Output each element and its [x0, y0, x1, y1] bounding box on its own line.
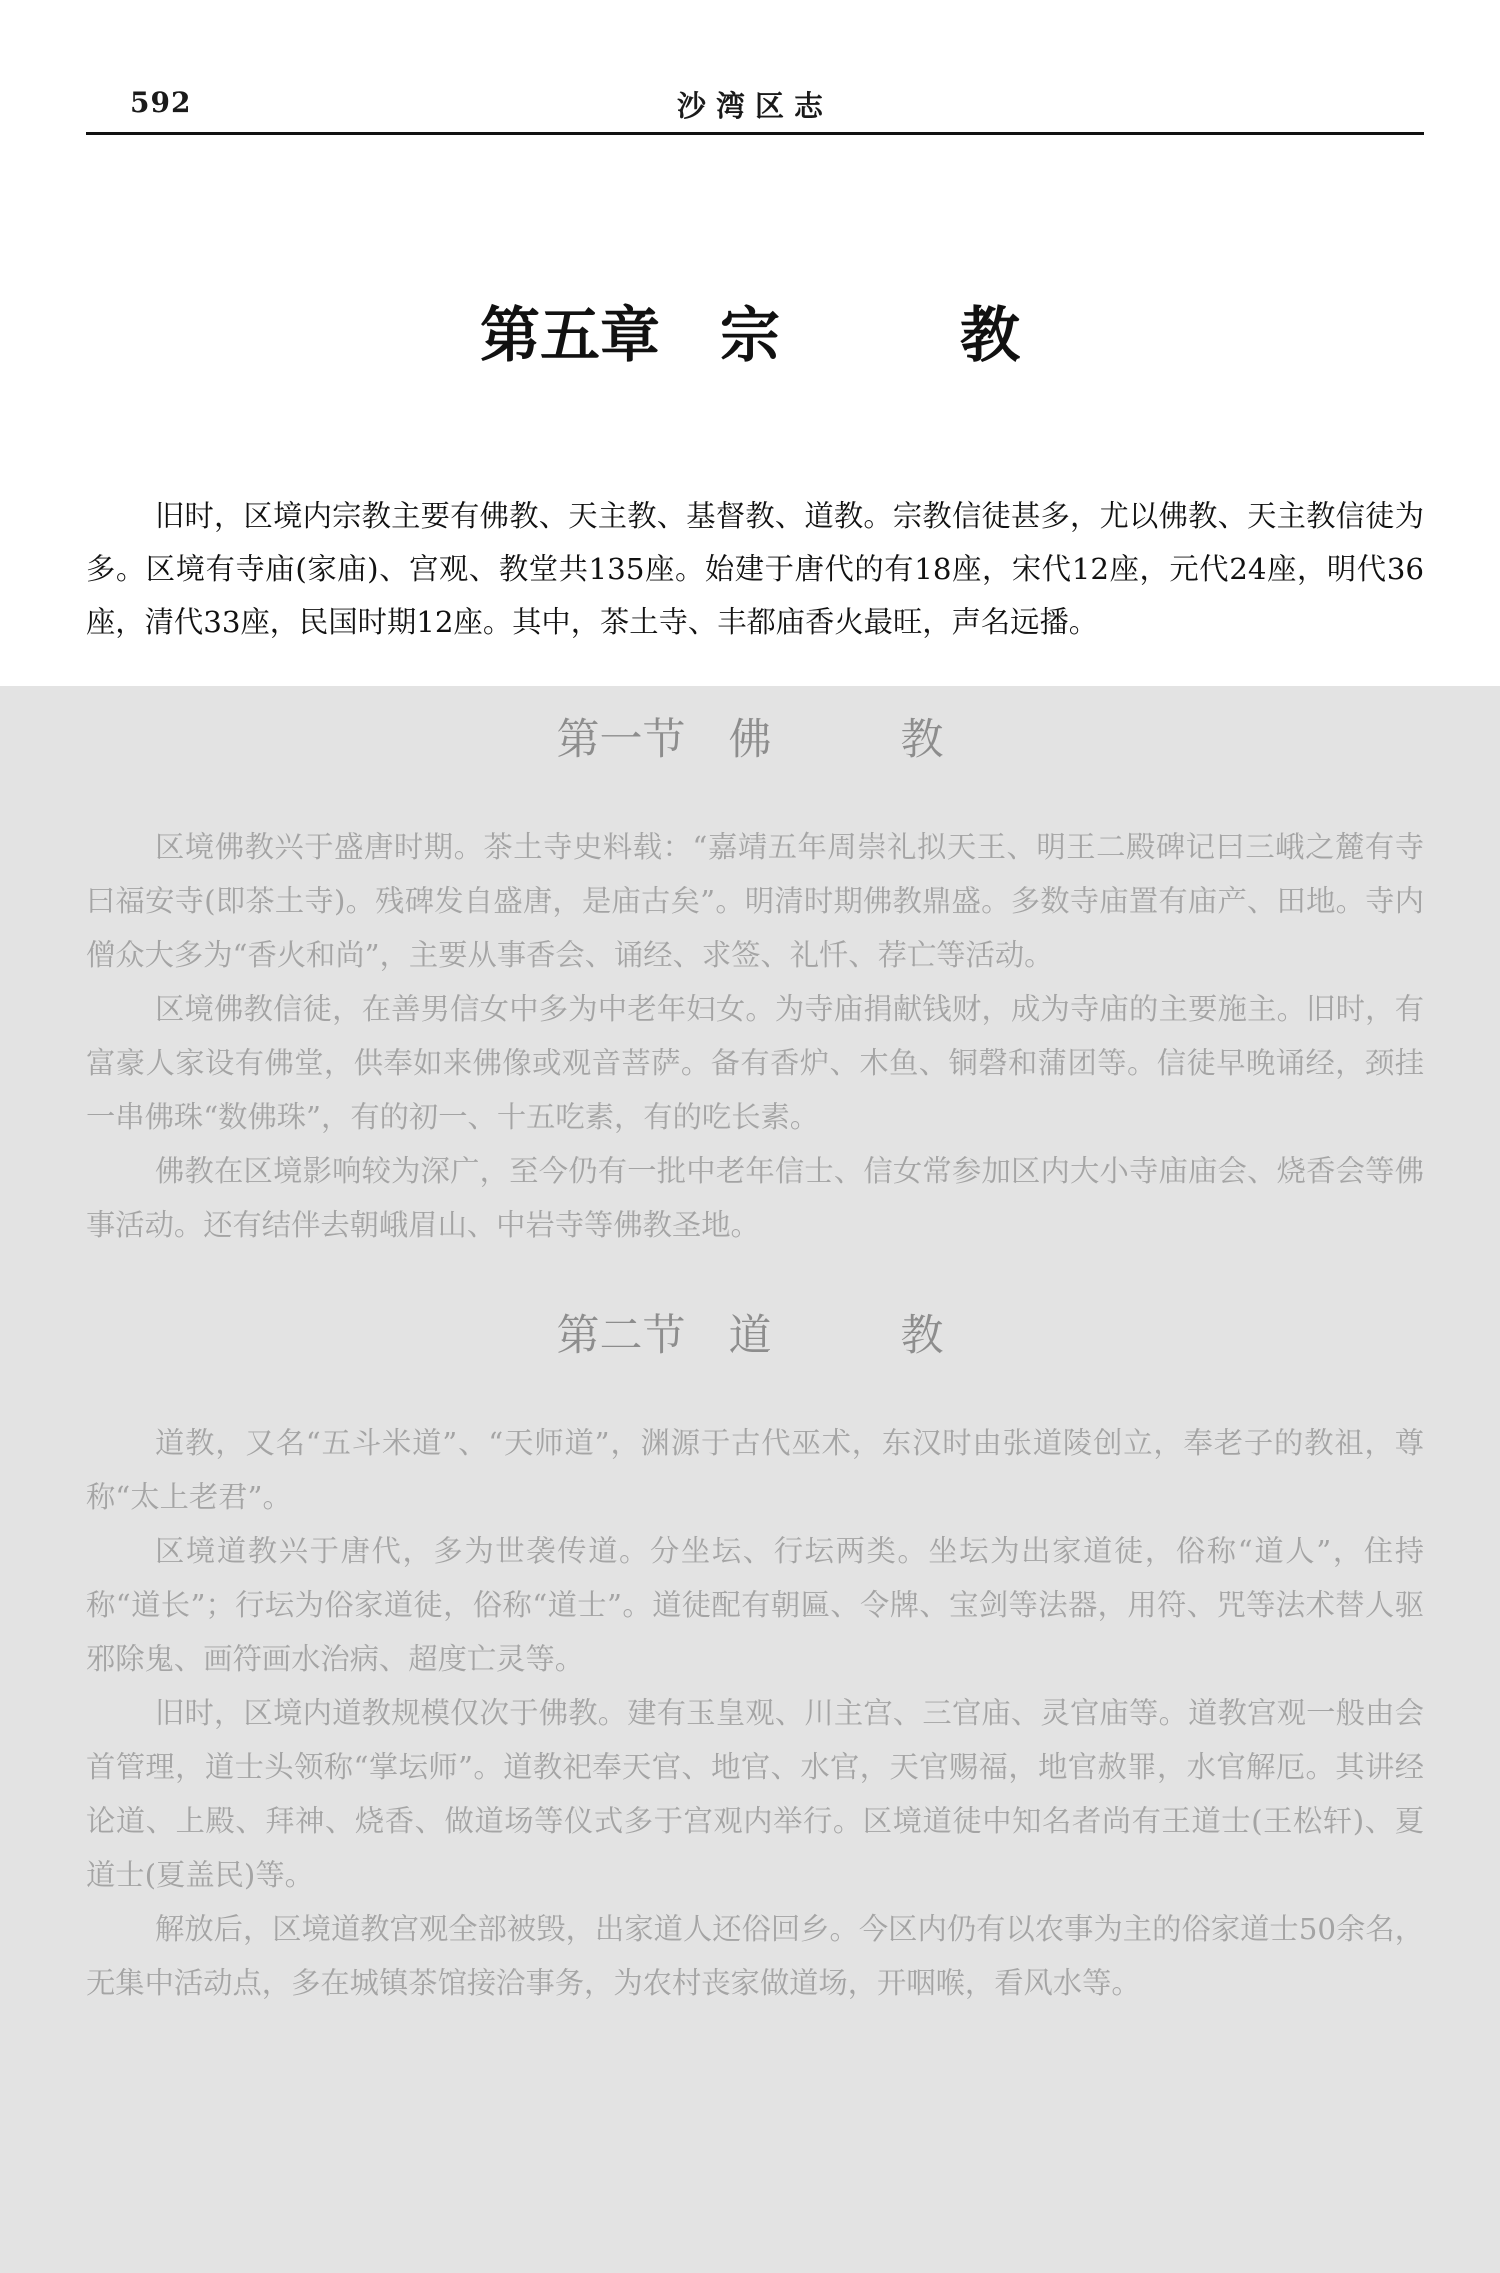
section-body-taoism [86, 1416, 1424, 2010]
section-title-taoism: 第二节 道 教 [556, 1311, 944, 1361]
paragraph: 道教，又名“五斗米道”、“天师道”，渊源于古代巫术，东汉时由张道陵创立，奉老子的教祖，尊称“太上老君”。 [86, 1426, 1424, 1514]
page-header [86, 74, 1424, 135]
section-body-buddhism [86, 820, 1424, 1252]
section-title-buddhism: 第一节 佛 教 [556, 715, 944, 765]
paragraph: 解放后，区境道教宫观全部被毁，出家道人还俗回乡。今区内仍有以农事为主的俗家道士50余名，无集中活动点，多在城镇茶馆接洽事务，为农村丧家做道场，开咽喉，看风水等。 [86, 1912, 1424, 2000]
paragraph: 佛教在区境影响较为深广，至今仍有一批中老年信士、信女常参加区内大小寺庙庙会、烧香会等佛事活动。还有结伴去朝峨眉山、中岩寺等佛教圣地。 [86, 1154, 1424, 1242]
paragraph: 区境佛教信徒，在善男信女中多为中老年妇女。为寺庙捐献钱财，成为寺庙的主要施主。旧时，有富豪人家设有佛堂，供奉如来佛像或观音菩萨。备有香炉、木鱼、铜磬和蒲团等。信徒早晚诵经，颈挂一串佛珠“数佛珠”，有的初一、十五吃素，有的吃长素。 [86, 992, 1424, 1134]
chapter-intro: 旧时，区境内宗教主要有佛教、天主教、基督教、道教。宗教信徒甚多，尤以佛教、天主教信徒为多。区境有寺庙(家庙)、宫观、教堂共135座。始建于唐代的有18座，宋代12座，元代24座，明代36座，清代33座，民国时期12座。其中，茶土寺、丰都庙香火最旺，声名远播。 [86, 499, 1424, 639]
running-title: 沙湾区志 [676, 89, 833, 123]
page-number: 592 [130, 86, 192, 119]
paragraph: 旧时，区境内道教规模仅次于佛教。建有玉皇观、川主宫、三官庙、灵官庙等。道教宫观一般由会首管理，道士头领称“掌坛师”。道教祀奉天官、地官、水官，天官赐福，地官赦罪，水官解厄。其讲经论道、上殿、拜神、烧香、做道场等仪式多于宫观内举行。区境道徒中知名者尚有王道士(王松轩)、夏道士(夏盖民)等。 [86, 1696, 1424, 1892]
chapter-title: 第五章 宗 教 [480, 301, 1020, 371]
paragraph: 区境佛教兴于盛唐时期。茶土寺史料载：“嘉靖五年周崇礼拟天王、明王二殿碑记曰三峨之麓有寺曰福安寺(即茶土寺)。残碑发自盛唐，是庙古矣”。明清时期佛教鼎盛。多数寺庙置有庙产、田地。寺内僧众大多为“香火和尚”，主要从事香会、诵经、求签、礼忏、荐亡等活动。 [86, 830, 1424, 972]
paragraph: 区境道教兴于唐代，多为世袭传道。分坐坛、行坛两类。坐坛为出家道徒，俗称“道人”，住持称“道长”；行坛为俗家道徒，俗称“道士”。道徒配有朝匾、令牌、宝剑等法器，用符、咒等法术替人驱邪除鬼、画符画水治病、超度亡灵等。 [86, 1534, 1424, 1676]
